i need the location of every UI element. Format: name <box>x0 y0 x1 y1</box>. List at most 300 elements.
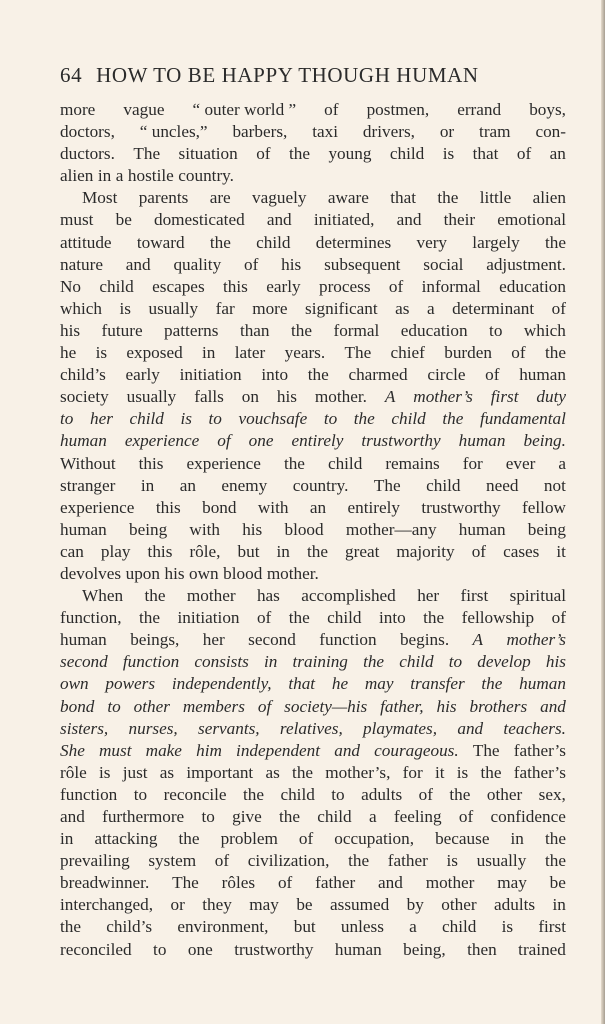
word: of <box>277 873 293 893</box>
word: may <box>249 895 279 915</box>
word: must <box>60 210 94 230</box>
word: into <box>378 608 406 628</box>
word: upon <box>125 563 160 583</box>
text-line <box>60 740 566 762</box>
word: a <box>409 917 417 937</box>
text-line <box>60 430 566 452</box>
word: brothers <box>469 696 528 716</box>
word: to <box>208 409 222 429</box>
word: the <box>288 608 310 628</box>
word: other <box>486 784 523 804</box>
word: The <box>344 343 372 363</box>
word: function, <box>60 608 122 628</box>
word: being. <box>523 431 566 451</box>
word: of <box>511 343 526 363</box>
word: alien <box>532 188 566 208</box>
word: child <box>399 652 434 672</box>
word: “ outer world ” <box>192 100 297 119</box>
word: reconciled <box>60 939 132 959</box>
word: by <box>406 895 424 915</box>
word: tram <box>479 122 511 142</box>
word: that <box>472 144 499 164</box>
word: entirely <box>291 431 344 451</box>
word: first <box>460 586 489 606</box>
word: feeling <box>393 807 442 826</box>
word: postmen, <box>366 100 430 119</box>
word: blood <box>223 563 263 583</box>
page-edge <box>601 0 605 1024</box>
word: as <box>395 298 410 318</box>
word: boys, <box>529 100 566 119</box>
word: escapes <box>152 276 205 296</box>
word: this <box>223 276 248 296</box>
word: first <box>538 917 566 937</box>
text-line <box>60 187 566 209</box>
word: with <box>189 519 220 539</box>
text-line <box>60 298 566 320</box>
word: the <box>348 851 370 871</box>
word: occupation, <box>334 829 414 849</box>
word: courageous. <box>374 740 459 760</box>
word: is <box>119 298 131 318</box>
word: the <box>291 320 312 340</box>
word: system <box>148 851 197 871</box>
word: that <box>288 674 316 694</box>
word: trustworthy <box>361 431 441 451</box>
word: father, <box>380 696 424 716</box>
word: the <box>279 807 300 826</box>
word: attacking <box>94 829 158 849</box>
word: function <box>122 652 180 672</box>
word: playmates, <box>363 718 438 738</box>
word: child <box>391 409 426 429</box>
word: mother—any <box>345 519 437 539</box>
word: has <box>256 586 280 606</box>
word: quality <box>173 254 222 274</box>
word: servants, <box>198 718 260 738</box>
word: human <box>60 519 107 539</box>
word: they <box>202 895 232 915</box>
word: little <box>479 188 512 208</box>
text-line <box>60 828 566 850</box>
word: father’s <box>513 762 566 782</box>
word: must <box>99 740 132 760</box>
word: in <box>140 475 155 495</box>
word: nurses, <box>128 718 178 738</box>
word: members <box>182 696 245 716</box>
word: and <box>266 210 292 230</box>
word: experience <box>124 431 200 451</box>
word: independent <box>236 740 321 760</box>
text-line <box>60 872 566 894</box>
word: significant <box>305 298 378 318</box>
text-line <box>60 497 566 519</box>
word: human <box>519 365 566 385</box>
word: reconcile <box>163 784 227 804</box>
word: taxi <box>312 122 339 142</box>
text-line <box>60 232 566 254</box>
page-number: 64 <box>60 63 83 87</box>
word: to <box>448 652 463 672</box>
word: experience <box>60 497 135 517</box>
word: a <box>558 453 566 473</box>
word: him <box>196 740 222 760</box>
text-line <box>60 165 566 187</box>
text-line <box>60 519 566 541</box>
word: of <box>458 807 474 826</box>
word: second <box>60 652 108 672</box>
word: the <box>423 608 445 628</box>
word: initiated, <box>313 210 375 230</box>
word: of <box>485 365 500 385</box>
word: the <box>243 784 264 804</box>
word: his <box>164 563 185 583</box>
word: and <box>60 807 85 826</box>
word: his <box>436 696 457 716</box>
word: human <box>60 630 107 650</box>
word: ductors. <box>60 144 115 164</box>
word: relatives, <box>279 718 343 738</box>
word: just <box>122 762 148 782</box>
word: other <box>133 696 170 716</box>
word: own <box>60 674 89 694</box>
word: mother. <box>314 387 367 407</box>
word: function <box>319 630 377 650</box>
word: being, <box>403 939 446 959</box>
word: adults <box>494 895 536 915</box>
word: sex, <box>538 784 566 804</box>
text-line <box>60 254 566 276</box>
word: exposed <box>126 343 183 363</box>
word: are <box>209 188 231 208</box>
word: human <box>458 519 506 539</box>
word: give <box>232 807 262 826</box>
word: which <box>60 298 103 318</box>
word: duty <box>536 387 566 407</box>
text-line <box>60 408 566 430</box>
word: one <box>248 431 274 451</box>
text-line <box>60 541 566 563</box>
word: problem <box>220 829 278 849</box>
word: usually <box>476 851 527 871</box>
word: to <box>201 807 215 826</box>
word: father’s <box>513 740 566 760</box>
word: chief <box>390 343 425 363</box>
word: child <box>280 784 315 804</box>
word: adjustment. <box>486 254 566 274</box>
word: attitude <box>60 232 112 252</box>
word: child <box>327 453 363 473</box>
word: for <box>402 762 423 782</box>
word: entirely <box>347 497 400 517</box>
word: determinant <box>452 298 535 318</box>
word: in <box>60 829 74 849</box>
word: sisters, <box>60 718 109 738</box>
word: not <box>543 475 566 495</box>
word: is <box>501 917 514 937</box>
word: his <box>242 519 263 539</box>
word: her <box>202 630 225 650</box>
word: his <box>60 320 81 340</box>
word: develop <box>477 652 531 672</box>
word: child <box>442 917 477 937</box>
word: devolves <box>60 563 122 583</box>
word: can <box>60 541 84 561</box>
word: an <box>309 497 327 517</box>
word: the <box>139 608 161 628</box>
word: this <box>155 497 181 517</box>
word: of <box>244 254 259 274</box>
word: human <box>519 674 566 694</box>
word: enemy <box>221 475 268 495</box>
word: The <box>472 740 500 760</box>
word: and <box>125 254 151 274</box>
word: the <box>307 365 329 385</box>
word: barbers, <box>232 122 288 142</box>
word: of <box>471 541 487 561</box>
word: country. <box>178 166 234 186</box>
word: initiation <box>177 608 240 628</box>
text-line <box>60 121 566 143</box>
word: society—his <box>284 696 368 716</box>
word: and <box>396 210 422 230</box>
word: child’s <box>60 365 106 385</box>
word: of <box>418 784 433 804</box>
word: falls <box>194 387 224 407</box>
word: and <box>457 718 484 738</box>
word: the <box>481 674 503 694</box>
word: be <box>115 210 132 230</box>
word: civilization, <box>247 851 330 871</box>
word: transfer <box>410 674 465 694</box>
word: this <box>138 453 164 473</box>
word: fellow <box>522 497 566 517</box>
word: of <box>516 144 532 164</box>
word: confidence <box>490 807 566 826</box>
word: young <box>328 144 372 164</box>
word: but <box>293 917 316 937</box>
word: Most <box>82 188 118 208</box>
word: circle <box>427 365 466 385</box>
word: the <box>283 453 305 473</box>
word: the <box>178 829 200 849</box>
word: of <box>324 100 339 119</box>
text-line <box>60 762 566 784</box>
word: the <box>292 762 314 782</box>
word: of <box>257 696 272 716</box>
word: a <box>426 298 435 318</box>
word: emotional <box>497 210 566 230</box>
word: alien <box>60 166 94 186</box>
word: in <box>202 343 216 363</box>
word: hostile <box>127 166 174 186</box>
word: consists <box>194 652 249 672</box>
word: play <box>100 541 131 561</box>
word: years. <box>284 343 326 363</box>
word: adults <box>361 784 403 804</box>
word: is <box>95 343 108 363</box>
word: mother’s <box>506 630 566 650</box>
word: drivers, <box>362 122 415 142</box>
word: far <box>215 298 235 318</box>
word: con- <box>535 122 566 142</box>
word: begins. <box>399 630 450 650</box>
word: mother <box>425 873 475 893</box>
word: A <box>472 630 484 650</box>
word: mother’s <box>413 387 473 407</box>
word: for <box>462 453 483 473</box>
word: interchanged, <box>60 895 154 915</box>
text-line <box>60 320 566 342</box>
word: situation <box>178 144 238 164</box>
word: in <box>97 166 112 186</box>
word: or <box>439 122 455 142</box>
text-line <box>60 364 566 386</box>
word: need <box>485 475 519 495</box>
text-line <box>60 916 566 938</box>
word: of <box>551 298 566 318</box>
word: usually <box>126 387 177 407</box>
word: is <box>446 851 458 871</box>
word: father <box>387 851 428 871</box>
word: the <box>144 586 166 606</box>
text-line <box>60 894 566 916</box>
word: be <box>549 873 566 893</box>
word: the <box>544 829 566 849</box>
word: because <box>435 829 490 849</box>
word: When <box>82 586 124 606</box>
word: the <box>437 188 459 208</box>
word: rôles <box>221 873 256 893</box>
word: subsequent <box>324 254 401 274</box>
word: “ uncles,” <box>139 122 208 142</box>
word: powers <box>105 674 156 694</box>
word: of <box>214 851 230 871</box>
word: child <box>389 144 425 164</box>
word: She <box>60 740 85 760</box>
word: usually <box>148 298 199 318</box>
word: the <box>363 652 385 672</box>
word: training <box>292 652 348 672</box>
word: second <box>248 630 296 650</box>
word: bond <box>202 497 237 517</box>
word: her <box>417 586 440 606</box>
word: to <box>133 784 148 804</box>
word: vouchsafe <box>238 409 308 429</box>
word: the <box>544 851 566 871</box>
text-line <box>60 673 566 695</box>
word: being <box>129 519 168 539</box>
word: vague <box>123 100 165 119</box>
word: formal <box>333 320 380 340</box>
word: it <box>434 762 445 782</box>
word: later <box>234 343 266 363</box>
word: but <box>237 541 260 561</box>
word: own <box>189 563 219 583</box>
word: make <box>145 740 182 760</box>
word: prevailing <box>60 851 130 871</box>
text-line <box>60 386 566 408</box>
word: to <box>323 409 338 429</box>
word: environment, <box>177 917 269 937</box>
word: child <box>327 608 362 628</box>
word: his <box>281 254 302 274</box>
word: father <box>315 873 356 893</box>
word: beings, <box>130 630 180 650</box>
word: mother. <box>266 563 319 583</box>
word: his <box>545 652 566 672</box>
word: a <box>115 166 124 186</box>
word: and <box>540 696 566 716</box>
word: spiritual <box>509 586 566 606</box>
word: is <box>98 762 111 782</box>
word: of <box>217 431 231 451</box>
text-line <box>60 850 566 872</box>
word: trustworthy <box>234 939 314 959</box>
body-text <box>60 99 566 961</box>
word: assumed <box>330 895 390 915</box>
word: patterns <box>164 320 219 340</box>
word: education <box>499 276 566 296</box>
word: largely <box>472 232 520 252</box>
word: The <box>373 475 401 495</box>
word: the <box>60 917 81 937</box>
word: education <box>400 320 468 340</box>
word: the <box>209 232 231 252</box>
word: The <box>172 873 199 893</box>
word: or <box>170 895 185 915</box>
word: fellowship <box>461 608 535 628</box>
word: early <box>125 365 160 385</box>
word: function <box>60 784 118 804</box>
word: teachers. <box>503 718 566 738</box>
word: trustworthy <box>421 497 501 517</box>
word: doctors, <box>60 122 115 142</box>
text-line <box>60 475 566 497</box>
word: errand <box>457 100 502 119</box>
word: on <box>241 387 259 407</box>
text-line <box>60 99 566 121</box>
word: rôle <box>60 762 87 782</box>
word: A <box>384 387 396 407</box>
word: as <box>265 762 280 782</box>
word: as <box>159 762 175 782</box>
word: parents <box>138 188 189 208</box>
word: future <box>101 320 143 340</box>
word: an <box>179 475 196 495</box>
text-line <box>60 784 566 806</box>
word: may <box>497 873 527 893</box>
word: an <box>549 144 566 164</box>
word: is <box>442 144 455 164</box>
word: one <box>187 939 213 959</box>
word: the <box>545 232 566 252</box>
word: to <box>153 939 167 959</box>
word: Without <box>60 453 116 473</box>
word: vaguely <box>252 188 307 208</box>
text-line <box>60 629 566 651</box>
word: very <box>416 232 448 252</box>
text-line <box>60 806 566 828</box>
word: of <box>256 144 271 164</box>
word: to <box>331 784 345 804</box>
word: in <box>552 895 566 915</box>
word: the <box>442 409 464 429</box>
word: nature <box>60 254 103 274</box>
word: The <box>133 144 161 164</box>
word: more <box>60 100 96 119</box>
word: great <box>345 541 380 561</box>
